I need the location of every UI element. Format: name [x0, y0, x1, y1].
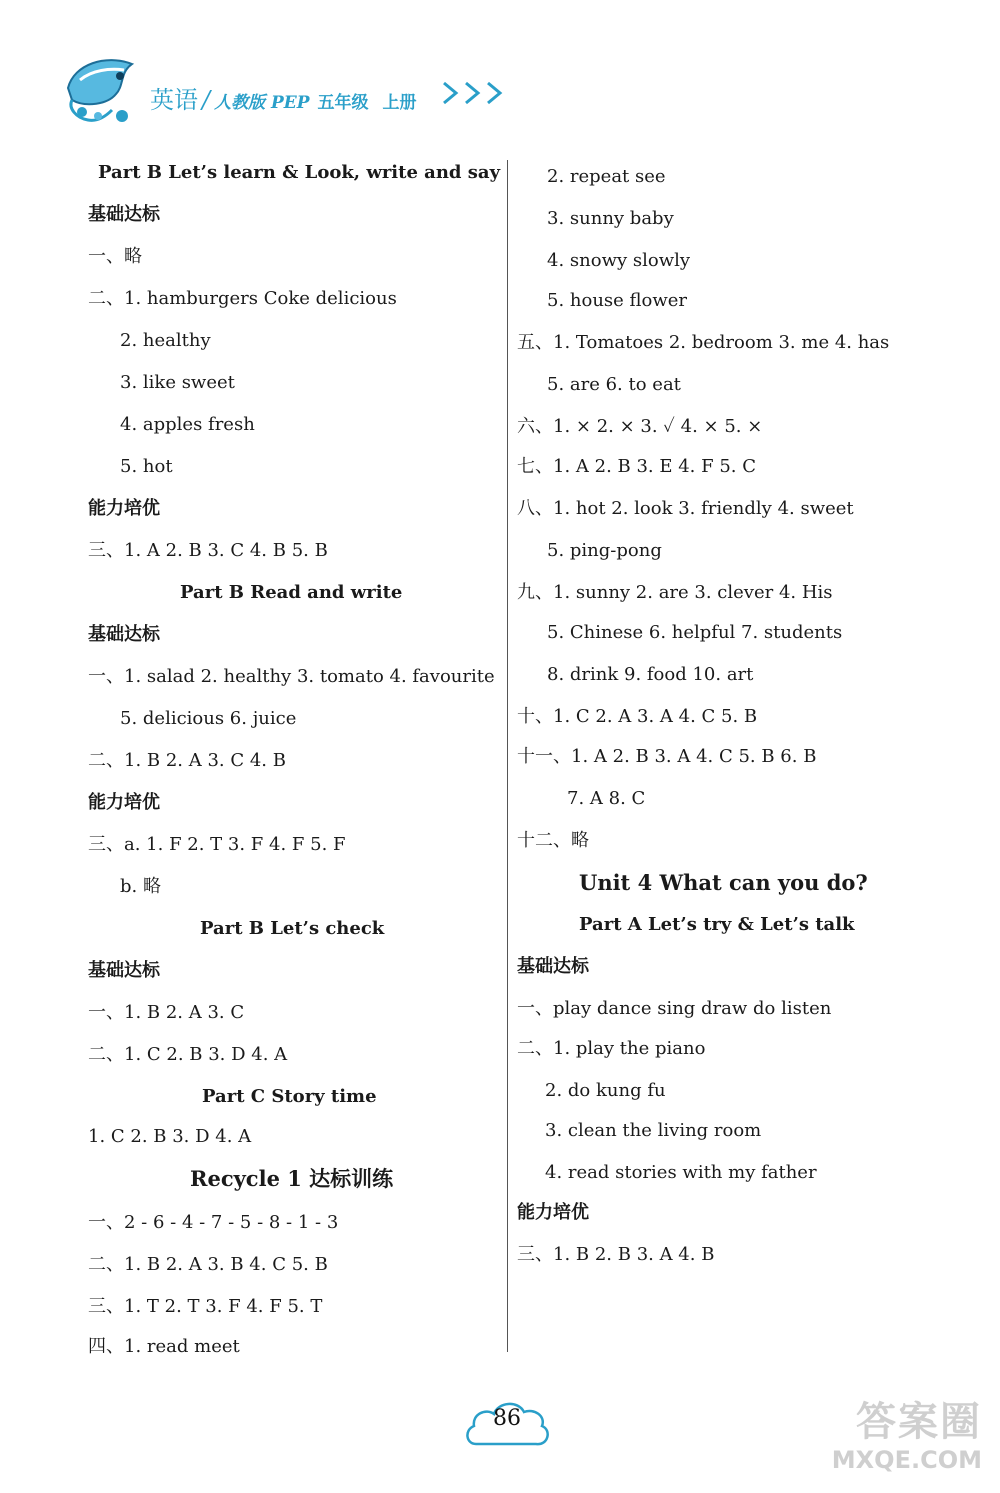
fish-logo-icon	[62, 50, 140, 126]
answer-line: b. 略	[120, 876, 161, 897]
answer-line: 一、略	[88, 246, 142, 267]
answer-line: 一、1. B 2. A 3. C	[88, 1002, 245, 1023]
answer-line: 二、1. C 2. B 3. D 4. A	[88, 1044, 288, 1065]
answer-line: 二、1. hamburgers Coke delicious	[88, 288, 397, 309]
header-subject: 英语	[150, 86, 198, 114]
level-label: 基础达标	[88, 624, 160, 645]
page-header	[62, 50, 522, 130]
level-label: 基础达标	[517, 956, 589, 977]
level-label: 能力培优	[88, 498, 160, 519]
section-heading: Part A Let’s try & Let’s talk	[579, 914, 855, 935]
answer-line: 2. do kung fu	[545, 1080, 666, 1101]
answer-line: 三、a. 1. F 2. T 3. F 4. F 5. F	[88, 834, 346, 855]
answer-line: 四、1. read meet	[88, 1336, 240, 1357]
level-label: 基础达标	[88, 204, 160, 225]
level-label: 基础达标	[88, 960, 160, 981]
header-separator: /	[202, 86, 211, 114]
answer-line: 三、1. A 2. B 3. C 4. B 5. B	[88, 540, 328, 561]
answer-line: 七、1. A 2. B 3. E 4. F 5. C	[517, 456, 756, 477]
answer-line: 一、1. salad 2. healthy 3. tomato 4. favourite	[88, 666, 495, 687]
header-volume: 上册	[382, 93, 417, 113]
section-heading: Part B Let’s check	[200, 918, 385, 939]
answer-line: 2. healthy	[120, 330, 211, 351]
answer-line: 十一、1. A 2. B 3. A 4. C 5. B 6. B	[517, 746, 817, 767]
answer-line: 8. drink 9. food 10. art	[547, 664, 754, 685]
header-edition: 人教版 PEP	[214, 93, 310, 113]
answer-line: 3. clean the living room	[545, 1120, 762, 1141]
answer-line: 八、1. hot 2. look 3. friendly 4. sweet	[517, 498, 854, 519]
answer-line: 十二、略	[517, 830, 589, 851]
page-number-text: 86	[493, 1406, 521, 1431]
unit-heading: Unit 4 What can you do?	[579, 870, 868, 895]
answer-line: 一、2 - 6 - 4 - 7 - 5 - 8 - 1 - 3	[88, 1212, 339, 1233]
header-grade: 五年级	[317, 93, 369, 113]
watermark-text: 答案圈	[856, 1399, 982, 1445]
answer-line: 1. C 2. B 3. D 4. A	[88, 1126, 252, 1147]
answer-line: 二、1. play the piano	[517, 1038, 706, 1059]
answer-line: 5. hot	[120, 456, 173, 477]
answer-line: 一、play dance sing draw do listen	[517, 998, 832, 1019]
answer-line: 二、1. B 2. A 3. B 4. C 5. B	[88, 1254, 328, 1275]
section-heading: Part B Read and write	[180, 582, 403, 603]
section-heading: Part B Let’s learn & Look, write and say	[98, 162, 501, 183]
page-number	[462, 1394, 552, 1454]
answer-line: 九、1. sunny 2. are 3. clever 4. His	[517, 582, 833, 603]
chevron-right-icon	[440, 80, 512, 106]
answer-line: 3. sunny baby	[547, 208, 674, 229]
answer-line: 7. A 8. C	[567, 788, 646, 809]
answer-line: 4. read stories with my father	[545, 1162, 817, 1183]
level-label: 能力培优	[517, 1202, 589, 1223]
answer-line: 六、1. × 2. × 3. ✓ 4. × 5. ×	[517, 416, 763, 437]
watermark	[790, 1390, 990, 1486]
answer-line: 二、1. B 2. A 3. C 4. B	[88, 750, 286, 771]
section-heading: Part C Story time	[202, 1086, 377, 1107]
header-title	[150, 80, 417, 115]
answer-line: 4. apples fresh	[120, 414, 255, 435]
answer-line: 3. like sweet	[120, 372, 235, 393]
answer-line: 5. house flower	[547, 290, 688, 311]
column-divider	[507, 160, 508, 1352]
section-heading: Recycle 1 达标训练	[190, 1166, 394, 1191]
answer-line: 5. ping-pong	[547, 540, 662, 561]
answer-line: 5. delicious 6. juice	[120, 708, 297, 729]
watermark-url: MXQE.COM	[831, 1446, 982, 1474]
answer-line: 5. Chinese 6. helpful 7. students	[547, 622, 843, 643]
answer-line: 2. repeat see	[547, 166, 666, 187]
answer-line: 五、1. Tomatoes 2. bedroom 3. me 4. has	[517, 332, 890, 353]
answer-line: 三、1. B 2. B 3. A 4. B	[517, 1244, 715, 1265]
answer-line: 4. snowy slowly	[547, 250, 691, 271]
answer-line: 三、1. T 2. T 3. F 4. F 5. T	[88, 1296, 323, 1317]
answer-line: 5. are 6. to eat	[547, 374, 681, 395]
level-label: 能力培优	[88, 792, 160, 813]
answer-line: 十、1. C 2. A 3. A 4. C 5. B	[517, 706, 758, 727]
